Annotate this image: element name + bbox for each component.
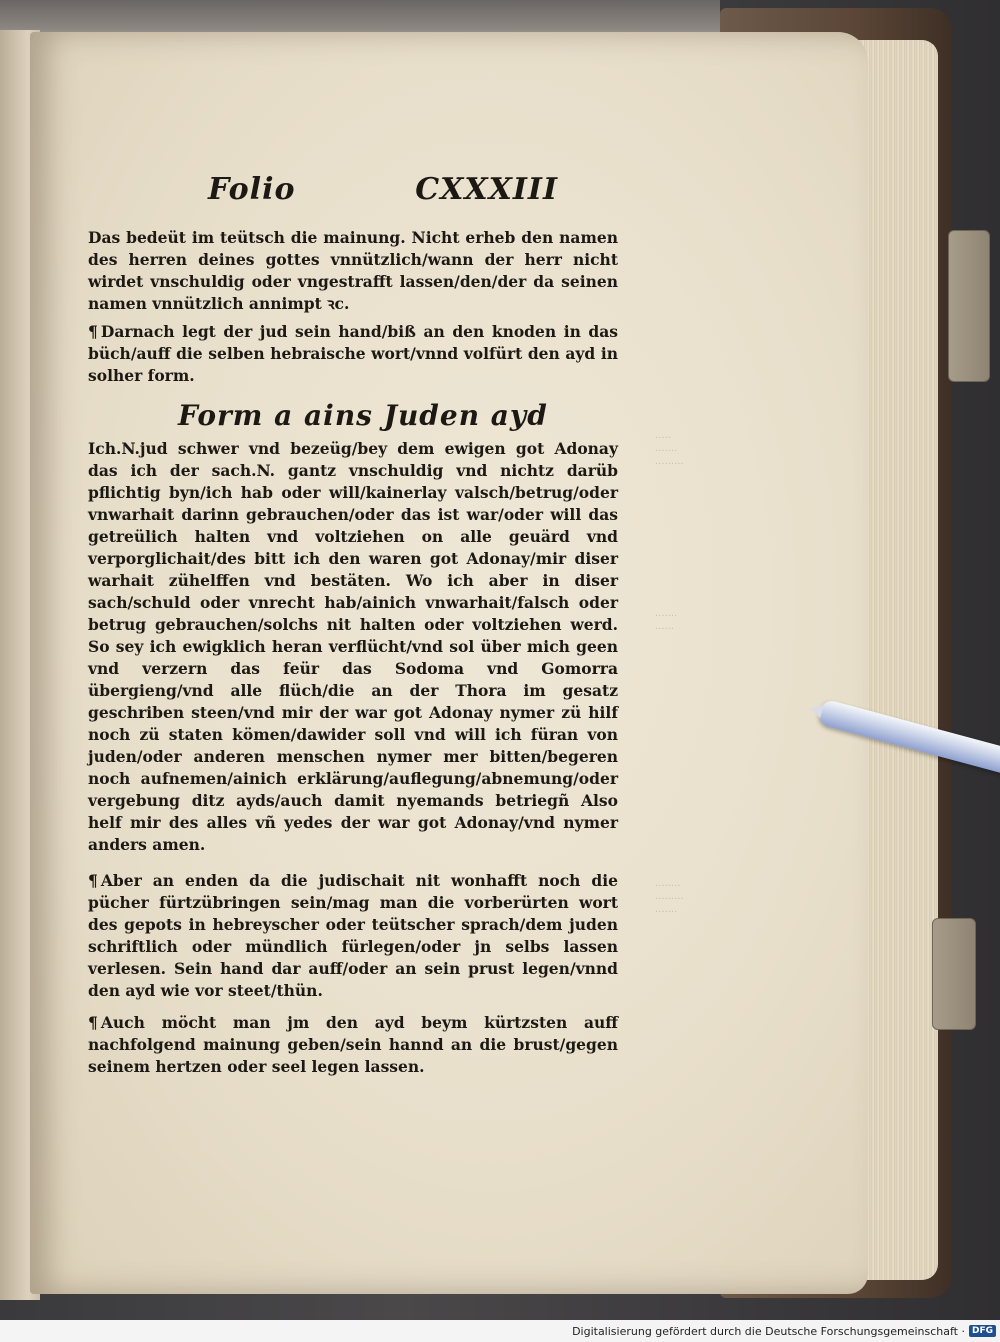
section-heading: Form a ains Juden ayd (178, 399, 548, 432)
closing-text-1: Aber an enden da die judischait nit wonhafft noch die pücher fürtzübringen sein/mag man die vorberürten wort des gepots in hebreyscher oder teütscher sprach/dem juden schriftlich oder mündlich fürlegen/oder jn selbs lassen verlesen. Sein hand dar auff/oder an sein prust legen/vnnd den ayd wie vor steet/thün. (88, 871, 618, 1000)
pen-tip (809, 702, 824, 719)
folio-header (208, 172, 558, 207)
page-text (88, 172, 618, 1084)
pilcrow-mark: ¶ (88, 1013, 98, 1032)
folio-label: Folio (208, 172, 296, 207)
instruction-paragraph (88, 321, 618, 387)
page-tab-upper (948, 230, 990, 382)
folio-number: CXXXIII (415, 172, 558, 207)
bleed-through-text: ········ ········· ······· (655, 881, 684, 918)
intro-paragraph: Das bedeüt im teütsch die mainung. Nicht erheb den namen des herren deines gottes vnnützlich/wann der herr nicht wirdet vnschuldig oder vngestrafft lassen/den/der da seinen namen vnnützlich annimpt ꝛc. (88, 228, 618, 313)
pilcrow-mark: ¶ (88, 322, 98, 341)
footer-credit (0, 1320, 1000, 1342)
bleed-through-text: ······· ······ (655, 611, 678, 635)
bleed-through-text: ····· ······· ········· (655, 433, 684, 470)
closing-paragraph-1 (88, 870, 618, 1002)
dfg-logo: DFG (969, 1325, 996, 1337)
pilcrow-mark: ¶ (88, 871, 98, 890)
page-tab-lower (932, 918, 976, 1030)
closing-text-2: Auch möcht man jm den ayd beym kürtzsten auff nachfolgend mainung geben/sein hannd an die brust/gegen seinem hertzen oder seel legen lassen. (88, 1013, 618, 1076)
oath-text: Ich.N.jud schwer vnd bezeüg/bey dem ewigen got Adonay das ich der sach.N. gantz vnschuldig vnd nichtz darüb pflichtig byn/ich hab oder will/kainerlay valsch/betrug/oder vnwarhait darinn gebrauchen/oder das ist war/oder will das getreülich halten vnd voltziehen on alle geuärd vnd verporglichait/des bitt ich den waren got Adonay/mir diser warhait zühelffen vnd bestäten. Wo ich aber in diser sach/schuld oder vnrecht hab/ainich vnwarhait/falsch oder betrug gebrauchen/solchs nit halten oder voltziehen werd. So sey ich ewigklich heran verflücht/vnd sol über mich geen vnd verzern das feür das Sodoma vnd Gomorra übergieng/vnd alle flüch/die an der Thora im gesatz geschriben steen/vnd mir der war got Adonay nymer zü hilf noch zü staten kömen/dawider soll vnd will ich füran von juden/oder anderen menschen nymer mer bitten/begeren noch aufnemen/ainich erklärung/auflegung/abnemung/oder vergebung ditz ayds/auch damit nyemands betriegñ Also helf mir des alles vñ yedes der war got Adonay/vnd nymer anders amen. (88, 439, 618, 854)
instruction-text: Darnach legt der jud sein hand/biß an den knoden in das büch/auff die selben hebraische wort/vnnd volfürt den ayd in solher form. (88, 322, 618, 385)
closing-paragraph-2 (88, 1012, 618, 1078)
credit-text: Digitalisierung gefördert durch die Deutsche Forschungsgemeinschaft · (572, 1324, 965, 1338)
